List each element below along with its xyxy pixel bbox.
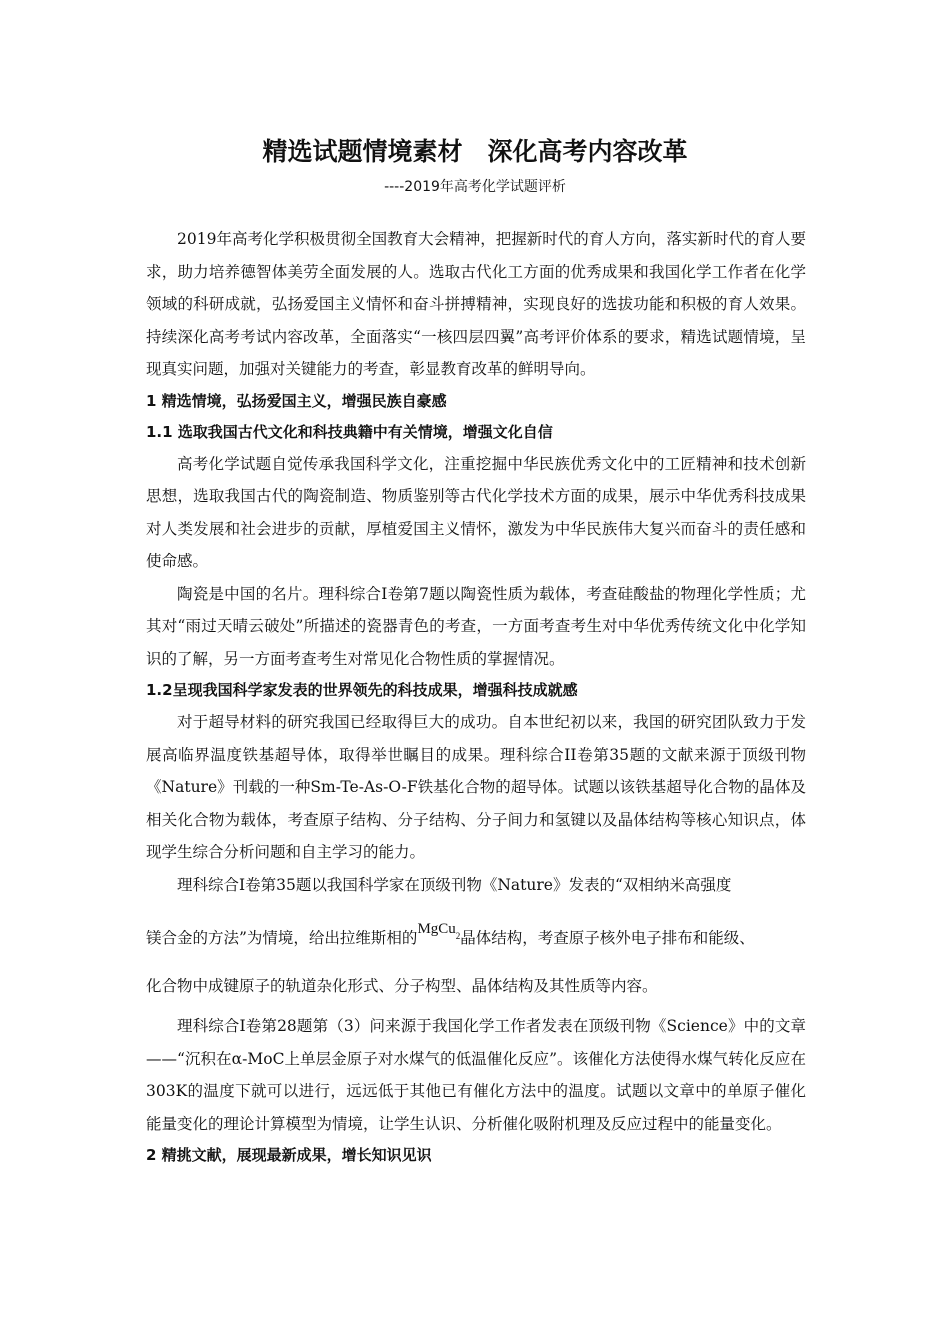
document-body bbox=[146, 223, 806, 1171]
paragraph-catalysis: 理科综合I卷第28题第（3）问来源于我国化学工作者发表在顶级刊物《Science》中的文章——“沉积在α-MoC上单层金原子对水煤气的低温催化反应”。该催化方法使得水煤气转化反应在303K的温度下就可以进行，远远低于其他已有催化方法中的温度。试题以文章中的单原子催化能量变化的理论计算模型为情境，让学生认识、分析催化吸附机理及反应过程中的能量变化。 bbox=[146, 1017, 806, 1133]
paragraph-intro: 2019年高考化学积极贯彻全国教育大会精神，把握新时代的育人方向，落实新时代的育人要求，助力培养德智体美劳全面发展的人。选取古代化工方面的优秀成果和我国化学工作者在化学领域的科研成就，弘扬爱国主义情怀和奋斗拼搏精神，实现良好的选拔功能和积极的育人效果。持续深化高考考试内容改革，全面落实“一核四层四翼”高考评价体系的要求，精选试题情境，呈现真实问题，加强对关键能力的考查，彰显教育改革的鲜明导向。 bbox=[146, 230, 806, 378]
line2-after-formula: 晶体结构，考查原子核外电子排布和能级、 bbox=[460, 929, 755, 947]
paragraph-ceramics: 陶瓷是中国的名片。理科综合I卷第7题以陶瓷性质为载体，考查硅酸盐的物理化学性质；尤其对“雨过天晴云破处”所描述的瓷器青色的考查，一方面考查考生对中华优秀传统文化中化学知识的了解，另一方面考查考生对常见化合物性质的掌握情况。 bbox=[146, 584, 806, 668]
line2-before-formula: 镁合金的方法”为情境，给出拉维斯相的 bbox=[146, 929, 418, 947]
section-heading-2: 2 精挑文献，展现最新成果，增长知识见识 bbox=[146, 1146, 432, 1164]
document-subtitle: ----2019年高考化学试题评析 bbox=[384, 179, 566, 195]
paragraph-magnesium-alloy-line2 bbox=[146, 905, 806, 962]
chemical-formula-mgcu2 bbox=[417, 921, 461, 941]
paragraph-ancient-culture: 高考化学试题自觉传承我国科学文化，注重挖掘中华民族优秀文化中的工匠精神和技术创新思想，选取我国古代的陶瓷制造、物质鉴别等古代化学技术方面的成果，展示中华优秀科技成果对人类发展和社会进步的贡献，厚植爱国主义情怀，激发为中华民族伟大复兴而奋斗的责任感和使命感。 bbox=[146, 454, 806, 570]
section-heading-1: 1 精选情境，弘扬爱国主义，增强民族自豪感 bbox=[146, 391, 447, 410]
formula-subscript: 2 bbox=[455, 931, 461, 941]
formula-main: MgCu bbox=[417, 921, 456, 937]
paragraph-magnesium-alloy bbox=[146, 869, 806, 1011]
paragraph-magnesium-alloy-line1: 理科综合I卷第35题以我国科学家在顶级刊物《Nature》发表的“双相纳米高强度 bbox=[177, 875, 732, 894]
paragraph-magnesium-alloy-line3: 化合物中成键原子的轨道杂化形式、分子构型、晶体结构及其性质等内容。 bbox=[146, 977, 658, 995]
section-heading-1-1: 1.1 选取我国古代文化和科技典籍中有关情境，增强文化自信 bbox=[146, 422, 553, 441]
document-title: 精选试题情境素材 深化高考内容改革 bbox=[262, 137, 688, 166]
section-heading-1-2: 1.2呈现我国科学家发表的世界领先的科技成果，增强科技成就感 bbox=[146, 681, 578, 699]
paragraph-superconductor: 对于超导材料的研究我国已经取得巨大的成功。自本世纪初以来，我国的研究团队致力于发展高临界温度铁基超导体，取得举世瞩目的成果。理科综合II卷第35题的文献来源于顶级刊物《Nature》刊载的一种Sm-Te-As-O-F铁基化合物的超导体。试题以该铁基超导化合物的晶体及相关化合物为载体，考查原子结构、分子结构、分子间力和氢键以及晶体结构等核心知识点，体现学生综合分析问题和自主学习的能力。 bbox=[146, 713, 806, 861]
